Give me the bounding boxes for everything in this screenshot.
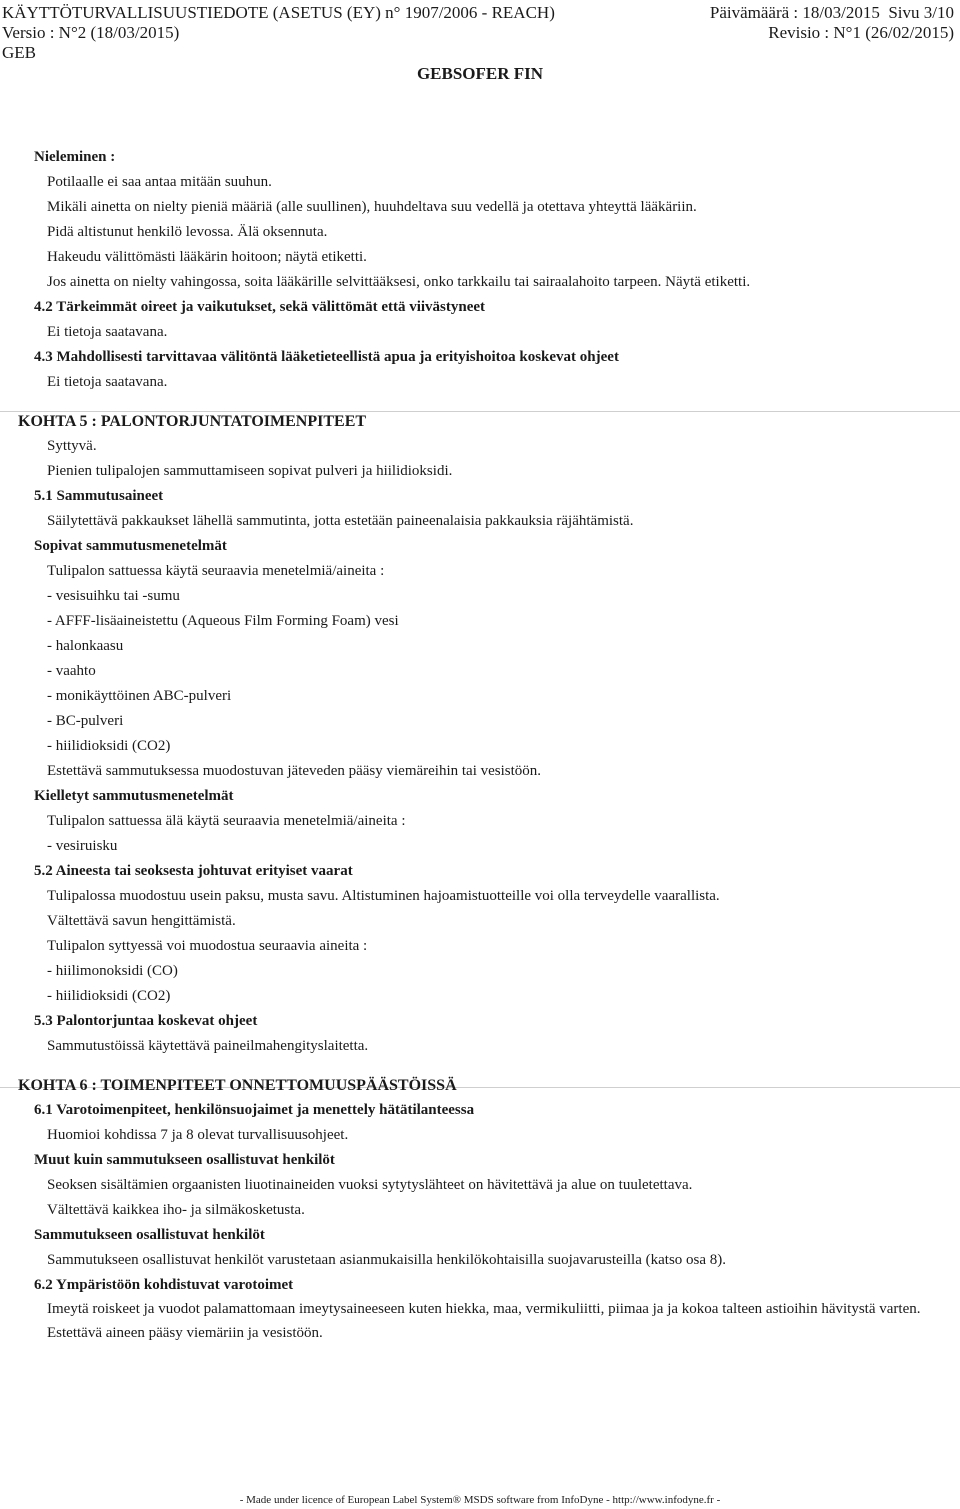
ingestion-heading: Nieleminen : bbox=[34, 149, 116, 165]
section-5-3-text: Sammutustöissä käytettävä paineilmahengityslaitetta. bbox=[47, 1038, 369, 1054]
ingestion-line: Potilaalle ei saa antaa mitään suuhun. bbox=[47, 174, 272, 190]
section-6-1-heading: 6.1 Varotoimenpiteet, henkilönsuojaimet ja menettely hätätilanteessa bbox=[34, 1102, 475, 1118]
non-emergency-personnel-line: Vältettävä kaikkea iho- ja silmäkosketusta. bbox=[47, 1202, 305, 1218]
section-5-2-line: Tulipalon syttyessä voi muodostua seuraavia aineita : bbox=[47, 938, 368, 954]
suitable-media-line: Tulipalon sattuessa käytä seuraavia menetelmiä/aineita : bbox=[47, 563, 385, 579]
section-5-1-heading: 5.1 Sammutusaineet bbox=[34, 488, 164, 504]
section-6-2-heading: 6.2 Ympäristöön kohdistuvat varotoimet bbox=[34, 1277, 294, 1293]
page-number: Sivu 3/10 bbox=[888, 3, 954, 22]
unsuitable-media-line: Tulipalon sattuessa älä käytä seuraavia menetelmiä/aineita : bbox=[47, 813, 406, 829]
product-name: GEBSOFER FIN bbox=[416, 64, 544, 83]
section-6-2-text: Estettävä aineen pääsy viemäriin ja vesistöön. bbox=[47, 1325, 323, 1341]
section-5-2-line: Vältettävä savun hengittämistä. bbox=[47, 913, 236, 929]
suitable-media-line: - hiilidioksidi (CO2) bbox=[47, 738, 171, 754]
section-6-heading: KOHTA 6 : TOIMENPITEET ONNETTOMUUSPÄÄSTÖISSÄ bbox=[18, 1077, 457, 1094]
date-and-page bbox=[710, 3, 954, 23]
document-body bbox=[0, 143, 960, 1342]
suitable-media-line: - vesisuihku tai -sumu bbox=[47, 588, 180, 604]
suitable-media-heading: Sopivat sammutusmenetelmät bbox=[34, 538, 227, 554]
section-4-3-text: Ei tietoja saatavana. bbox=[47, 374, 168, 390]
suitable-media-line: Estettävä sammutuksessa muodostuvan jäteveden pääsy viemäreihin tai vesistöön. bbox=[47, 763, 542, 779]
footer-licence: - Made under licence of European Label System® MSDS software from InfoDyne - http://www.infodyne.fr - bbox=[239, 1494, 721, 1506]
section-5-3-heading: 5.3 Palontorjuntaa koskevat ohjeet bbox=[34, 1013, 258, 1029]
section-5-2-line: Tulipalossa muodostuu usein paksu, musta savu. Altistuminen hajoamistuotteille voi olla terveydelle vaarallista. bbox=[47, 888, 720, 904]
section-5-2-heading: 5.2 Aineesta tai seoksesta johtuvat erityiset vaarat bbox=[34, 863, 353, 879]
suitable-media-line: - BC-pulveri bbox=[47, 713, 124, 729]
version: Versio : N°2 (18/03/2015) bbox=[2, 23, 180, 42]
section-4-2-text: Ei tietoja saatavana. bbox=[47, 324, 168, 340]
section-6-2-paragraph: Imeytä roiskeet ja vuodot palamattomaan imeytysaineeseen kuten hiekka, maa, vermikuliitti, piimaa ja ja kokoa talteen astioihin hävitystä varten. bbox=[47, 1301, 921, 1317]
unsuitable-media-line: - vesiruisku bbox=[47, 838, 118, 854]
section-5-intro-line: Pienien tulipalojen sammuttamiseen sopivat pulveri ja hiilidioksidi. bbox=[47, 463, 453, 479]
section-5-1-text: Säilytettävä pakkaukset lähellä sammutinta, jotta estetään paineenalaisia pakkauksia räjähtämistä. bbox=[47, 513, 634, 529]
ingestion-line: Pidä altistunut henkilö levossa. Älä oksennuta. bbox=[47, 224, 328, 240]
suitable-media-line: - vaahto bbox=[47, 663, 96, 679]
section-5-heading: KOHTA 5 : PALONTORJUNTATOIMENPITEET bbox=[18, 413, 367, 430]
document-title: KÄYTTÖTURVALLISUUSTIEDOTE (ASETUS (EY) n° 1907/2006 - REACH) bbox=[2, 3, 555, 22]
section-5-intro-line: Syttyvä. bbox=[47, 438, 97, 454]
section-5-2-line: - hiilimonoksidi (CO) bbox=[47, 963, 178, 979]
suitable-media-line: - monikäyttöinen ABC-pulveri bbox=[47, 688, 232, 704]
non-emergency-personnel-heading: Muut kuin sammutukseen osallistuvat henkilöt bbox=[34, 1152, 335, 1168]
ingestion-line: Jos ainetta on nielty vahingossa, soita lääkärille selvittääksesi, onko tarkkailu tai sairaalahoito tarpeen. Näytä etiketti. bbox=[47, 274, 751, 290]
ingestion-line: Mikäli ainetta on nielty pieniä määriä (alle suullinen), huuhdeltava suu vedellä ja otettava yhteyttä lääkäriin. bbox=[47, 199, 697, 215]
unsuitable-media-heading: Kielletyt sammutusmenetelmät bbox=[34, 788, 234, 804]
ingestion-line: Hakeudu välittömästi lääkärin hoitoon; näytä etiketti. bbox=[47, 249, 367, 265]
section-4-2-heading: 4.2 Tärkeimmät oireet ja vaikutukset, sekä välittömät että viivästyneet bbox=[34, 299, 486, 315]
emergency-responders-text: Sammutukseen osallistuvat henkilöt varustetaan asianmukaisilla henkilökohtaisilla suojavarusteilla (katso osa 8). bbox=[47, 1252, 727, 1268]
emergency-responders-heading: Sammutukseen osallistuvat henkilöt bbox=[34, 1227, 265, 1243]
date: Päivämäärä : 18/03/2015 bbox=[709, 3, 880, 22]
section-5-2-line: - hiilidioksidi (CO2) bbox=[47, 988, 171, 1004]
section-6-1-text: Huomioi kohdissa 7 ja 8 olevat turvallisuusohjeet. bbox=[47, 1127, 349, 1143]
non-emergency-personnel-line: Seoksen sisältämien orgaanisten liuotinaineiden vuoksi sytytyslähteet on hävitettävä ja alue on tuuletettava. bbox=[47, 1177, 693, 1193]
section-4-3-heading: 4.3 Mahdollisesti tarvittavaa välitöntä lääketieteellistä apua ja erityishoitoa koskevat ohjeet bbox=[34, 349, 619, 365]
suitable-media-line: - AFFF-lisäaineistettu (Aqueous Film Forming Foam) vesi bbox=[47, 613, 399, 629]
revision: Revisio : N°1 (26/02/2015) bbox=[768, 23, 954, 42]
product-code: GEB bbox=[2, 43, 36, 62]
suitable-media-line: - halonkaasu bbox=[47, 638, 124, 654]
